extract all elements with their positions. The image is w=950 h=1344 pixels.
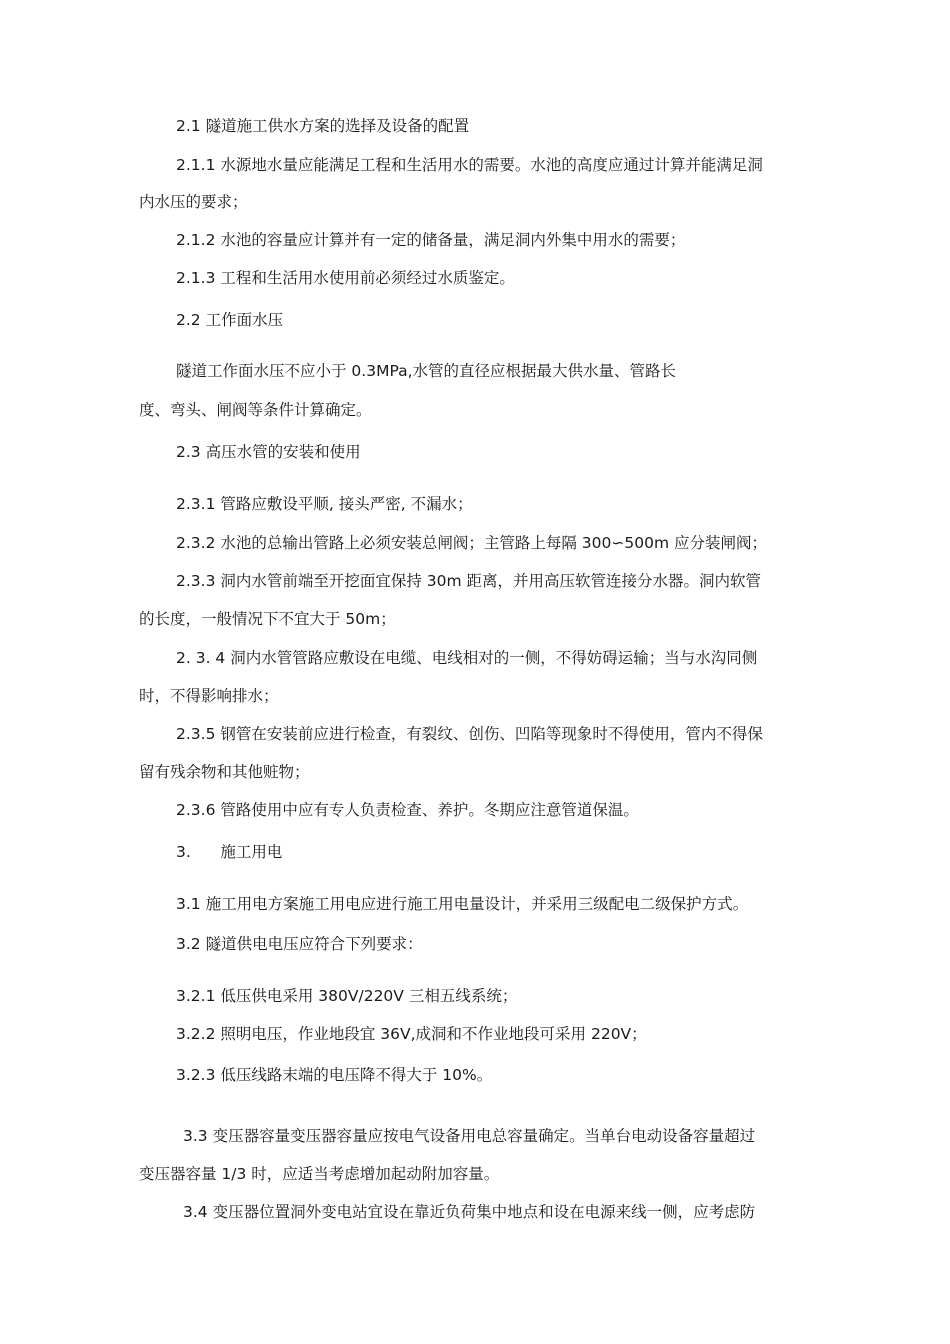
paragraph-line: 变压器容量 1/3 时，应适当考虑增加起动附加容量。 bbox=[139, 1165, 500, 1183]
paragraph-line: 3.4 变压器位置洞外变电站宜设在靠近负荷集中地点和设在电源来线一侧，应考虑防 bbox=[183, 1203, 756, 1221]
paragraph-line: 2.1.2 水池的容量应计算并有一定的储备量，满足洞内外集中用水的需要； bbox=[176, 231, 686, 249]
paragraph-line: 隧道工作面水压不应小于 0.3MPa,水管的直径应根据最大供水量、管路长 bbox=[176, 362, 677, 380]
paragraph-line: 3.2.3 低压线路末端的电压降不得大于 10%。 bbox=[176, 1066, 493, 1084]
paragraph-line: 3.1 施工用电方案施工用电应进行施工用电量设计，并采用三级配电二级保护方式。 bbox=[176, 895, 749, 913]
paragraph-line: 3.2 隧道供电电压应符合下列要求： bbox=[176, 935, 423, 953]
paragraph-line: 2.3.6 管路使用中应有专人负责检查、养护。冬期应注意管道保温。 bbox=[176, 801, 639, 819]
paragraph-line: 2.3.3 洞内水管前端至开挖面宜保持 30m 距离，并用高压软管连接分水器。洞内软管 bbox=[176, 572, 762, 590]
paragraph-line: 时，不得影响排水； bbox=[139, 687, 279, 705]
paragraph-line: 2.1.1 水源地水量应能满足工程和生活用水的需要。水池的高度应通过计算并能满足洞 bbox=[176, 156, 763, 174]
section-heading-2-3: 2.3 高压水管的安装和使用 bbox=[176, 443, 361, 461]
paragraph-line: 度、弯头、闸阀等条件计算确定。 bbox=[139, 401, 372, 419]
paragraph-line: 3.2.1 低压供电采用 380V/220V 三相五线系统； bbox=[176, 987, 518, 1005]
paragraph-line: 2.3.2 水池的总输出管路上必须安装总闸阀；主管路上每隔 300∽500m 应分装闸阀； bbox=[176, 534, 767, 552]
paragraph-line: 内水压的要求； bbox=[139, 193, 248, 211]
paragraph-line: 的长度，一般情况下不宜大于 50m； bbox=[139, 610, 396, 628]
section-heading-2-2: 2.2 工作面水压 bbox=[176, 311, 284, 329]
paragraph-line: 2. 3. 4 洞内水管管路应敷设在电缆、电线相对的一侧，不得妨碍运输；当与水沟同侧 bbox=[176, 649, 758, 667]
paragraph-line: 2.1.3 工程和生活用水使用前必须经过水质鉴定。 bbox=[176, 269, 515, 287]
paragraph-line: 3.2.2 照明电压，作业地段宜 36V,成洞和不作业地段可采用 220V； bbox=[176, 1025, 647, 1043]
paragraph-line: 2.3.1 管路应敷设平顺, 接头严密, 不漏水； bbox=[176, 495, 473, 513]
paragraph-line: 2.3.5 钢管在安装前应进行检查，有裂纹、创伤、凹陷等现象时不得使用，管内不得保 bbox=[176, 725, 763, 743]
section-heading-2-1: 2.1 隧道施工供水方案的选择及设备的配置 bbox=[176, 117, 470, 135]
section-heading-3: 3. 施工用电 bbox=[176, 843, 283, 861]
paragraph-line: 留有残余物和其他赃物； bbox=[139, 763, 310, 781]
paragraph-line: 3.3 变压器容量变压器容量应按电气设备用电总容量确定。当单台电动设备容量超过 bbox=[183, 1127, 756, 1145]
